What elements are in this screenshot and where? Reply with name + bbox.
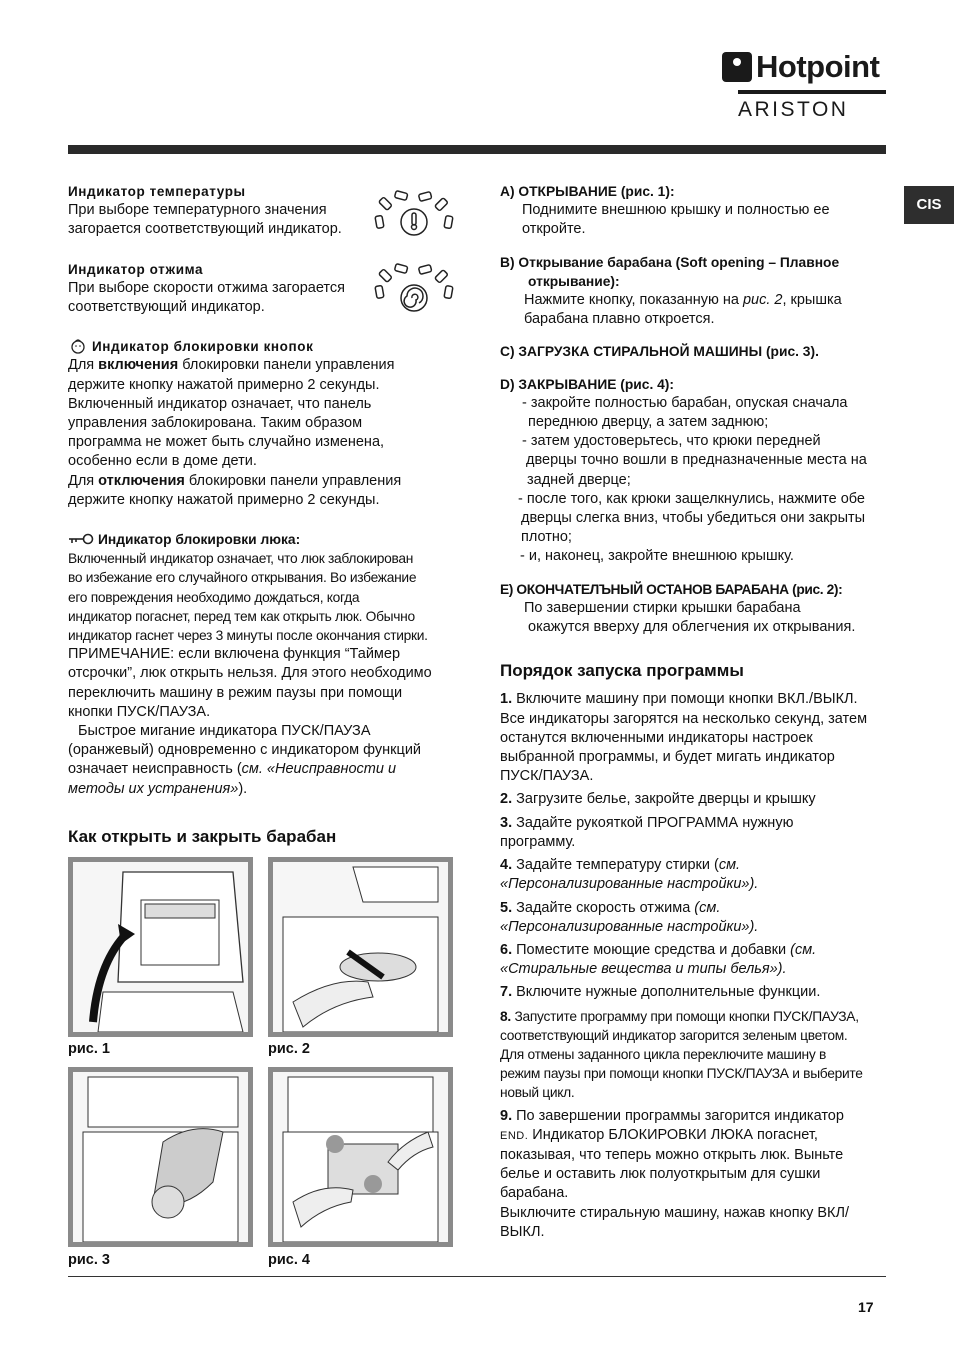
text-line: новый цикл. [500, 1085, 575, 1101]
text-italic: «Персонализированные настройки»). [500, 876, 759, 893]
section-e [500, 580, 890, 638]
text-line: - и, наконец, закройте внешнюю крышку. [520, 548, 794, 565]
text-line [500, 856, 890, 875]
section-title [68, 530, 463, 549]
text-line: индикатор гаснет через 3 минуты после окончания стирки. [68, 628, 428, 644]
text-run: Для [68, 472, 99, 489]
keylock-title: Индикатор блокировки кнопок [92, 339, 314, 355]
text-line: управления заблокирована. Таким образом [68, 415, 363, 432]
brand-logo [720, 48, 890, 128]
step-1 [500, 690, 890, 786]
text-italic: (см. [790, 941, 817, 958]
text-line: откройте. [522, 221, 586, 238]
text-line: дверцы слегка вниз, чтобы убедиться они закрыты [521, 510, 866, 527]
text-line [500, 291, 890, 310]
text-run: По завершении программы загорится индикатор [512, 1107, 844, 1124]
hotpoint-logo-icon [722, 52, 752, 82]
text-line: ПУСК/ПАУЗА. [500, 768, 594, 785]
page-number: 17 [858, 1299, 874, 1315]
section-title: B) Открывание барабана (Soft opening – Плавное [500, 254, 840, 270]
step-number: 5. [500, 899, 513, 916]
text-line [500, 983, 890, 1002]
section-title: E) ОКОНЧАТЕЛЪНЫЙ ОСТАНОВ БАРАБАНА (рис. 2): [500, 581, 843, 597]
text-line: Выключите стиральную машину, нажав кнопку ВКЛ/ [500, 1204, 850, 1221]
text-line [500, 899, 890, 918]
figure-3 [68, 1067, 253, 1247]
text-line: соответствующий индикатор загорится зеленым цветом. [500, 1027, 848, 1043]
brand-name: Hotpoint [756, 49, 880, 84]
text-line: показывая, что теперь можно открыть люк. Выньте [500, 1146, 844, 1163]
text-line: Быстрое мигание индикатора ПУСК/ПАУЗА [78, 723, 371, 740]
text-line [500, 1107, 890, 1126]
text-run: Включите нужные дополнительные функции. [512, 984, 821, 1001]
keylock-indicator-section [68, 337, 463, 510]
figure-4-illustration [273, 1072, 448, 1242]
brand-subname: ARISTON [738, 98, 849, 121]
section-d [500, 375, 890, 567]
text-line: белье и оставить люк полуоткрытым для сушки [500, 1166, 821, 1183]
step-2 [500, 790, 890, 809]
text-line: программу. [500, 833, 576, 850]
text-run: блокировки панели управления [184, 472, 402, 489]
step-4 [500, 856, 890, 894]
text-line: - затем удостоверьтесь, что крюки передней [522, 433, 821, 450]
text-line: отсрочки”, люк открыть нельзя. Для этого необходимо [68, 665, 432, 682]
text-line: Все индикаторы загорятся на несколько секунд, затем [500, 710, 868, 727]
text-bold: включения [98, 357, 179, 374]
doorlock-indicator-section [68, 530, 463, 799]
temperature-indicator-section [68, 182, 463, 240]
text-run: Задайте скорость отжима [512, 899, 695, 916]
text-line: окажутся вверху для облегчения их открывания. [528, 619, 856, 636]
figure-1-illustration [73, 862, 248, 1032]
text-line: переднюю дверцу, а затем заднюю; [528, 414, 769, 431]
figure-4-label: рис. 4 [268, 1252, 310, 1268]
text-run: Для [68, 357, 99, 374]
text-run: Нажмите кнопку, показанную на [524, 292, 743, 309]
step-number: 3. [500, 814, 513, 831]
text-italic: см. «Неисправности и [241, 761, 397, 778]
text-line: индикатор погаснет, перед тем как открыть люк. Обычно [68, 608, 415, 624]
text-line: - закройте полностью барабан, опуская сначала [522, 394, 848, 411]
spin-indicator-section [68, 260, 463, 318]
text-line: - после того, как крюки защелкнулись, нажмите обе [518, 490, 865, 507]
header-bar [68, 145, 886, 154]
text-run: блокировки панели управления [178, 357, 395, 374]
step-number: 7. [500, 984, 513, 1001]
section-title: Индикатор температуры [68, 184, 246, 199]
doorlock-text [68, 549, 463, 645]
step-number: 6. [500, 941, 513, 958]
text-line: во избежание его случайного открывания. Во избежание [68, 570, 417, 586]
figure-1-label: рис. 1 [68, 1041, 110, 1057]
section-title: открывание): [528, 273, 620, 289]
text-line: барабана. [500, 1185, 569, 1202]
text-line: кнопки ПУСК/ПАУЗА. [68, 703, 211, 720]
end-indicator-label: END. [500, 1129, 529, 1142]
text-italic: (см. [694, 899, 721, 916]
step-7 [500, 983, 890, 1002]
text-italic: методы их устранения» [68, 780, 239, 797]
text-run: , крышка [782, 292, 842, 309]
text-line: держите кнопку нажатой примерно 2 секунды. [68, 376, 380, 393]
text-line: переключить машину в режим паузы при помощи [68, 684, 403, 701]
text-line: При выборе температурного значения [68, 202, 327, 219]
child-lock-icon [68, 338, 88, 354]
text-line: задней дверце; [527, 471, 631, 488]
text-line: Поднимите внешнюю крышку и полностью ее [522, 202, 830, 219]
text-line: Для отмены заданного цикла переключите машину в [500, 1046, 826, 1062]
text-line: соответствующий индикатор. [68, 299, 265, 316]
text-line: По завершении стирки крышки барабана [524, 599, 801, 616]
step-5 [500, 899, 890, 937]
text-line: ВЫКЛ. [500, 1223, 545, 1240]
left-column [68, 182, 463, 856]
text-line: дверцы точно вошли в предназначенные места на [526, 452, 867, 469]
section-c-title: C) ЗАГРУЗКА СТИРАЛЬНОЙ МАШИНЫ (рис. 3). [500, 344, 819, 360]
text-line [500, 875, 890, 894]
step-number: 1. [500, 691, 513, 708]
text-line [500, 814, 890, 833]
section-b [500, 253, 890, 330]
text-run: ). [238, 780, 248, 797]
figure-1 [68, 857, 253, 1037]
text-line [68, 780, 463, 799]
step-number: 2. [500, 791, 513, 808]
text-line: программа не может быть случайно изменена, [68, 434, 385, 451]
figure-3-label: рис. 3 [68, 1252, 110, 1268]
section-a [500, 182, 890, 240]
text-italic: см. [718, 857, 741, 874]
text-line: Включенный индикатор означает, что люк заблокирован [68, 551, 414, 567]
text-run: означает неисправность ( [68, 761, 242, 778]
text-line: выбранной программы, и будет мигать индикатор [500, 749, 835, 766]
figure-4 [268, 1067, 453, 1247]
text-line [500, 1007, 890, 1026]
text-line: При выборе скорости отжима загорается [68, 279, 346, 296]
text-bold: отключения [98, 472, 185, 489]
doorlock-title: Индикатор блокировки люка: [98, 532, 301, 548]
text-run: Запустите программу при помощи кнопки ПУСК/ПАУЗА, [510, 1008, 859, 1024]
text-line: барабана плавно откроется. [524, 311, 715, 328]
text-run: Поместите моющие средства и добавки [512, 941, 791, 958]
text-line [500, 690, 890, 709]
text-run: Загрузите белье, закройте дверцы и крышку [512, 791, 816, 808]
text-line: плотно; [521, 529, 572, 546]
step-9 [500, 1107, 890, 1242]
figure-2-label: рис. 2 [268, 1041, 310, 1057]
text-line [500, 918, 890, 937]
text-italic: «Стиральные вещества и типы белья»). [500, 961, 787, 978]
text-run: Индикатор БЛОКИРОВКИ ЛЮКА погаснет, [528, 1126, 818, 1143]
figure-2-illustration [273, 862, 448, 1032]
text-italic: «Персонализированные настройки»). [500, 918, 759, 935]
text-line [500, 1126, 890, 1146]
step-number: 8. [500, 1008, 511, 1024]
text-run: Включите машину при помощи кнопки ВКЛ./ВЫКЛ. [512, 691, 858, 708]
text-line: режим паузы при помощи кнопки ПУСК/ПАУЗА и выберите [500, 1066, 863, 1082]
text-line [500, 941, 890, 960]
text-line [68, 472, 463, 491]
text-line: (оранжевый) одновременно с индикатором функций [68, 742, 422, 759]
right-column [500, 182, 890, 1246]
section-title: Индикатор отжима [68, 261, 204, 277]
text-line: Включенный индикатор означает, что панель [68, 395, 372, 412]
drum-section-title: Как открыть и закрыть барабан [68, 826, 337, 846]
footer-divider [68, 1276, 886, 1277]
text-line [500, 790, 890, 809]
text-line: особенно если в доме дети. [68, 453, 257, 470]
text-italic: рис. 2 [742, 292, 783, 309]
figure-2 [268, 857, 453, 1037]
text-line: держите кнопку нажатой примерно 2 секунды. [68, 491, 380, 508]
step-6 [500, 941, 890, 979]
step-8 [500, 1007, 890, 1103]
text-line [68, 356, 463, 375]
section-title [68, 337, 463, 356]
text-line [68, 760, 463, 779]
text-run: Задайте рукояткой ПРОГРАММА нужную [512, 814, 794, 831]
text-line: ПРИМЕЧАНИЕ: если включена функция “Таймер [68, 646, 401, 663]
section-title: D) ЗАКРЫВАНИЕ (рис. 4): [500, 376, 674, 392]
text-line: останутся включенными индикаторы настроек [500, 729, 813, 746]
brand-main [720, 48, 890, 88]
text-line: его повреждения необходимо дождаться, когда [68, 589, 360, 605]
brand-divider [738, 90, 886, 94]
step-number: 4. [500, 857, 513, 874]
text-run: Задайте температуру стирки ( [512, 857, 719, 874]
text-line: загорается соответствующий индикатор. [68, 221, 342, 238]
figure-3-illustration [73, 1072, 248, 1242]
door-lock-key-icon [68, 533, 94, 545]
step-3 [500, 814, 890, 852]
step-number: 9. [500, 1107, 513, 1124]
start-program-title: Порядок запуска программы [500, 661, 744, 681]
text-line [500, 960, 890, 979]
language-tab: CIS [904, 186, 954, 224]
section-title: A) ОТКРЫВАНИЕ (рис. 1): [500, 184, 675, 199]
